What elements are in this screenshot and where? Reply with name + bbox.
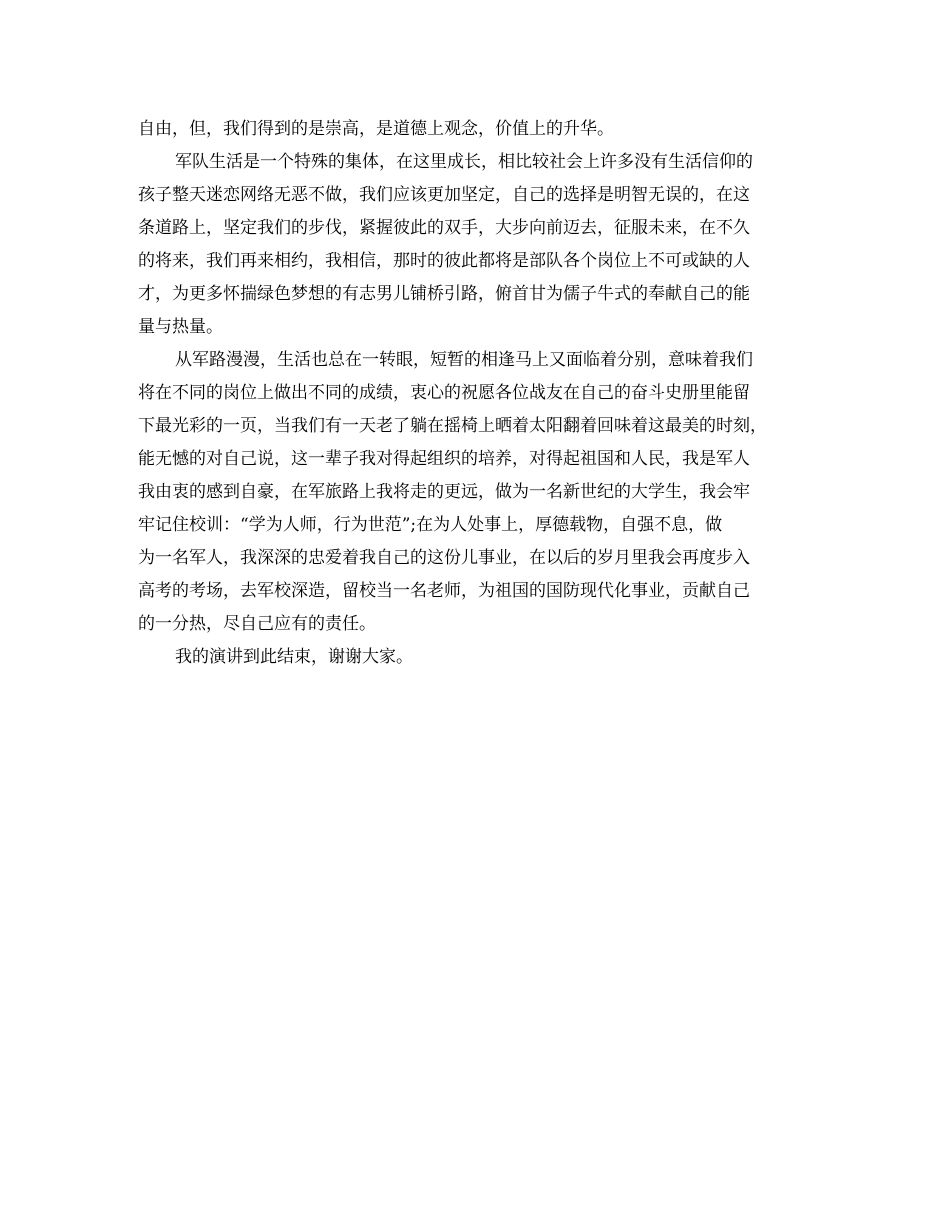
- paragraph-1-line-1: 自由，但，我们得到的是崇高，是道德上观念，价值上的升华。: [138, 119, 614, 139]
- paragraph-3-line-4: 能无憾的对自己说，这一辈子我对得起组织的培养，对得起祖国和人民，我是军人: [138, 449, 750, 469]
- paragraph-2-line-4: 的将来，我们再来相约，我相信，那时的彼此都将是部队各个岗位上不可或缺的人: [138, 251, 750, 271]
- document-body: [138, 113, 818, 674]
- paragraph-3-line-9: 的一分热，尽自己应有的责任。: [138, 614, 376, 634]
- paragraph-4-line-1: 我的演讲到此结束，谢谢大家。: [175, 647, 413, 667]
- paragraph-3-line-1: 从军路漫漫，生活也总在一转眼，短暂的相逢马上又面临着分别，意味着我们: [175, 350, 753, 370]
- paragraph-2-line-3: 条道路上，坚定我们的步伐，紧握彼此的双手，大步向前迈去，征服未来，在不久: [138, 218, 750, 238]
- paragraph-2-line-2: 孩子整天迷恋网络无恶不做，我们应该更加坚定，自己的选择是明智无误的，在这: [138, 185, 750, 205]
- paragraph-3-line-7: 为一名军人，我深深的忠爱着我自己的这份儿事业，在以后的岁月里我会再度步入: [138, 548, 750, 568]
- paragraph-2-line-5: 才，为更多怀揣绿色梦想的有志男儿铺桥引路，俯首甘为儒子牛式的奉献自己的能: [138, 284, 750, 304]
- paragraph-2-line-6: 量与热量。: [138, 317, 223, 337]
- paragraph-3-line-3: 下最光彩的一页，当我们有一天老了躺在摇椅上晒着太阳翻着回味着这最美的时刻，: [138, 416, 767, 436]
- paragraph-3-line-6: 牢记住校训：“学为人师，行为世范”;在为人处事上，厚德载物，自强不息，做: [138, 515, 723, 535]
- paragraph-3-line-2: 将在不同的岗位上做出不同的成绩，衷心的祝愿各位战友在自己的奋斗史册里能留: [138, 383, 750, 403]
- paragraph-2-line-1: 军队生活是一个特殊的集体，在这里成长，相比较社会上许多没有生活信仰的: [175, 152, 753, 172]
- paragraph-3-line-8: 高考的考场，去军校深造，留校当一名老师，为祖国的国防现代化事业，贡献自己: [138, 581, 750, 601]
- paragraph-3-line-5: 我由衷的感到自豪，在军旅路上我将走的更远，做为一名新世纪的大学生，我会牢: [138, 482, 750, 502]
